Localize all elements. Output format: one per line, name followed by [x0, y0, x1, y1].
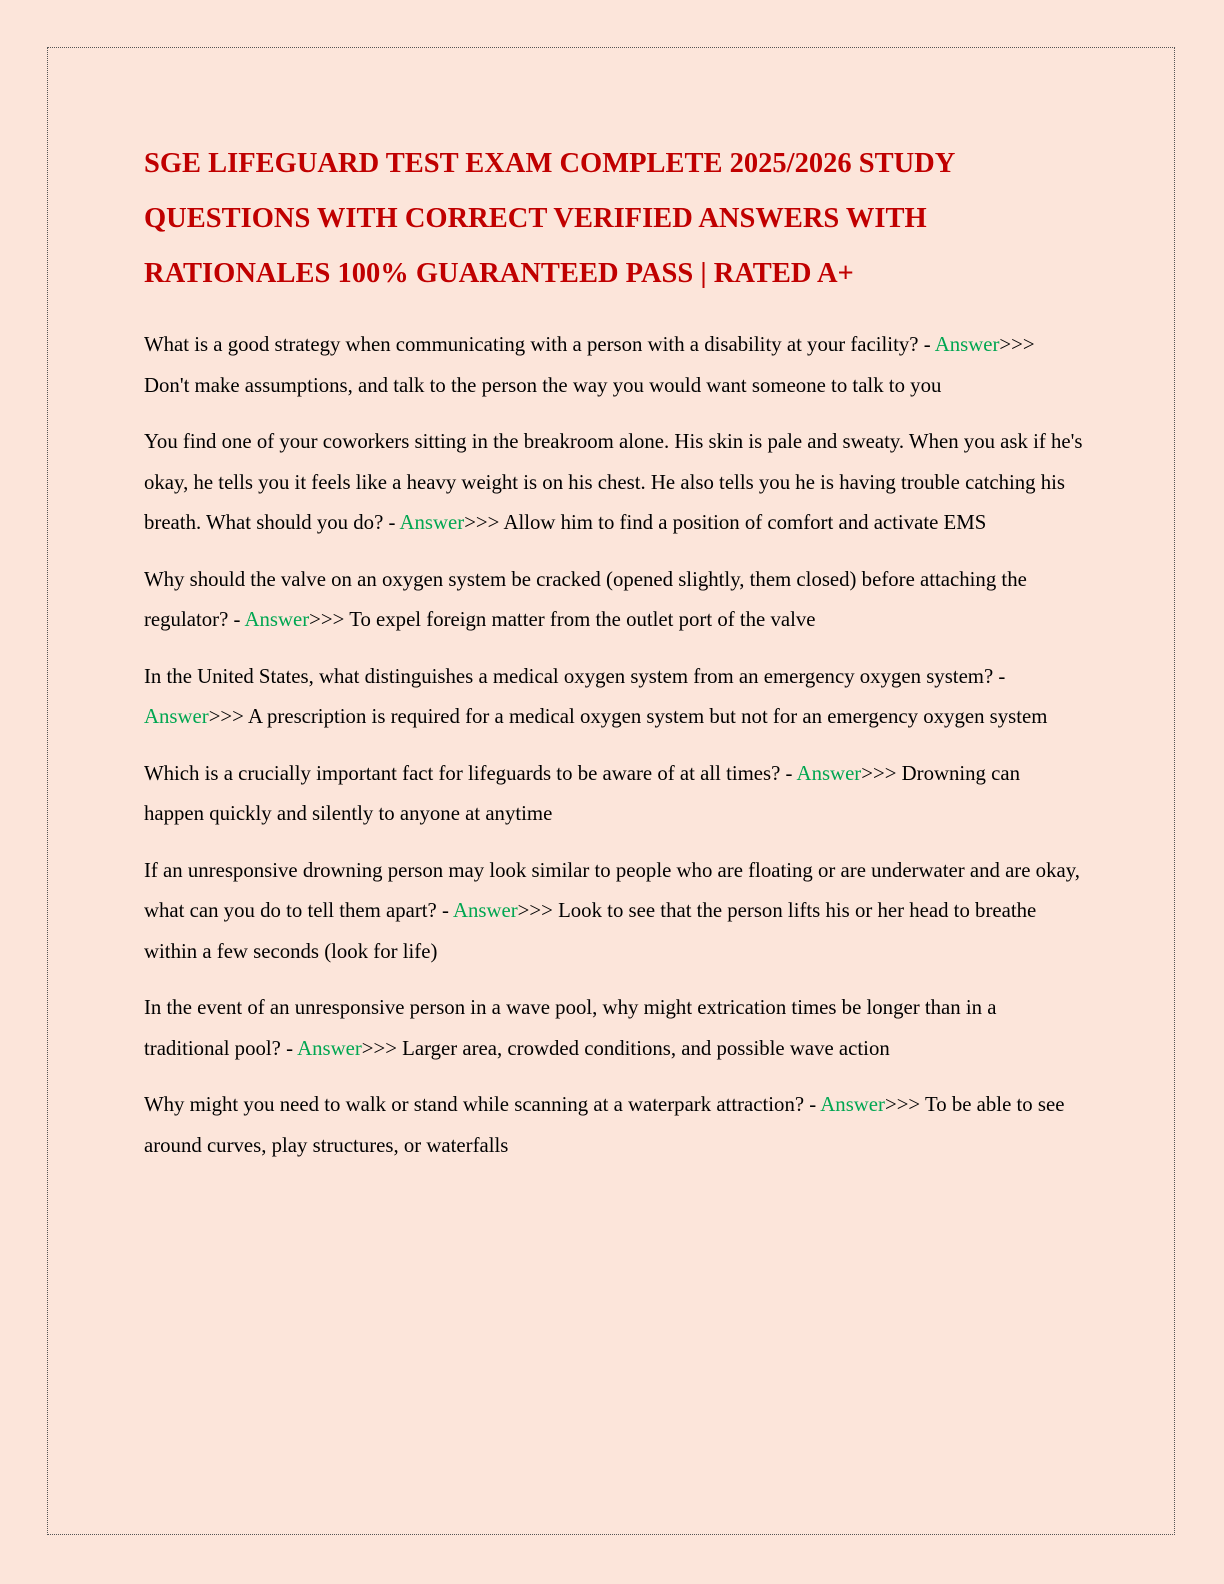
separator: -	[918, 333, 935, 356]
question-text: Which is a crucially important fact for lifeguards to be aware of at all times?	[144, 761, 781, 785]
answer-arrow: >>>	[884, 1093, 925, 1116]
qa-item	[144, 325, 1084, 406]
qa-item	[144, 422, 1084, 544]
answer-text: Larger area, crowded conditions, and possible wave action	[402, 1036, 890, 1060]
answer-text: Don't make assumptions, and talk to the person the way you would want someone to talk to you	[144, 373, 942, 397]
separator: -	[436, 899, 453, 922]
answer-text: Drowning can happen quickly and silently to anyone at anytime	[144, 761, 1021, 825]
question-text: If an unresponsive drowning person may look similar to people who are floating or are underwater and are okay, what can you do to tell them apart?	[144, 858, 1080, 922]
separator: -	[993, 664, 1006, 688]
answer-text: To be able to see around curves, play structures, or waterfalls	[144, 1093, 1065, 1157]
question-text: What is a good strategy when communicating with a person with a disability at your facility?	[144, 333, 919, 356]
separator: -	[383, 511, 400, 534]
answer-arrow: >>>	[517, 899, 559, 922]
answer-label: Answer	[244, 608, 310, 631]
answer-arrow: >>>	[361, 1036, 403, 1060]
answer-label: Answer	[399, 511, 465, 534]
answer-label: Answer	[820, 1093, 885, 1116]
separator: -	[804, 1093, 821, 1116]
qa-item	[144, 560, 1084, 641]
question-text: In the event of an unresponsive person in a wave pool, why might extrication times be longer than in a traditional pool?	[144, 996, 997, 1060]
answer-text: A prescription is required for a medical oxygen system but not for an emergency oxygen system	[247, 705, 1048, 728]
question-text: Why might you need to walk or stand while scanning at a waterpark attraction?	[144, 1093, 805, 1116]
separator: -	[280, 1036, 298, 1060]
qa-item	[144, 754, 1084, 835]
question-text: In the United States, what distinguishes a medical oxygen system from an emergency oxygen system?	[144, 664, 994, 688]
answer-arrow: >>>	[309, 608, 350, 631]
separator: -	[780, 761, 797, 785]
answer-label: Answer	[144, 705, 209, 728]
qa-item	[144, 1085, 1084, 1166]
qa-item	[144, 851, 1084, 973]
qa-item	[144, 988, 1084, 1069]
answer-text: Look to see that the person lifts his or her head to breathe within a few seconds (look for life)	[144, 899, 1037, 963]
answer-arrow: >>>	[464, 511, 504, 534]
qa-item	[144, 657, 1084, 738]
question-text: You find one of your coworkers sitting in the breakroom alone. His skin is pale and sweaty. When you ask if he's okay, he tells you it feels like a heavy weight is on his chest. He also tells you he is having trouble catching his breath. What should you do?	[144, 430, 1083, 534]
answer-arrow: >>>	[861, 761, 902, 785]
answer-text: To expel foreign matter from the outlet port of the valve	[349, 608, 816, 631]
separator: -	[228, 608, 245, 631]
answer-label: Answer	[934, 333, 1000, 356]
answer-label: Answer	[796, 761, 862, 785]
answer-arrow: >>>	[999, 333, 1035, 356]
document-title: SGE LIFEGUARD TEST EXAM COMPLETE 2025/2026 STUDY QUESTIONS WITH CORRECT VERIFIED ANSWERS WITH RATIONALES 100% GUARANTEED PASS | RATED A+	[144, 148, 955, 289]
qa-list	[144, 325, 1084, 1166]
answer-text: Allow him to find a position of comfort and activate EMS	[503, 511, 987, 534]
document-body	[144, 136, 1084, 1182]
answer-label: Answer	[452, 899, 518, 922]
question-text: Why should the valve on an oxygen system be cracked (opened slightly, them closed) before attaching the regulator?	[144, 567, 1027, 631]
answer-arrow: >>>	[208, 705, 248, 728]
answer-label: Answer	[297, 1036, 362, 1060]
